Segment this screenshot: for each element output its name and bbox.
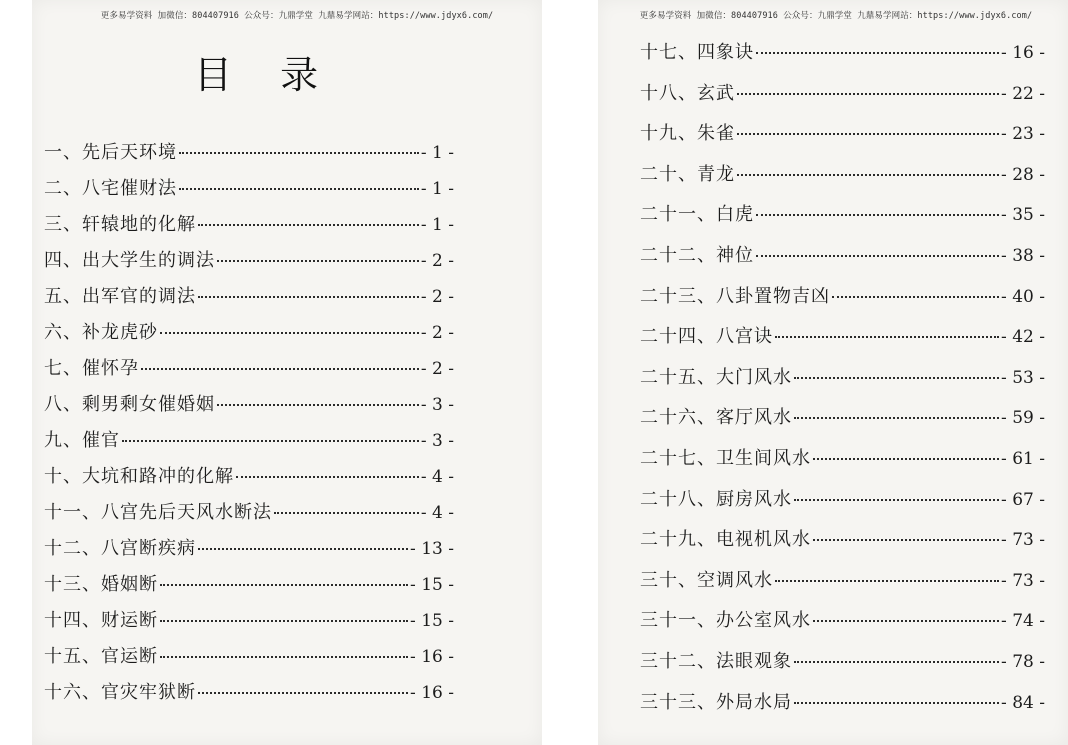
dot-leader bbox=[756, 255, 999, 257]
dot-leader bbox=[160, 656, 408, 658]
toc-entry-label: 十、大坑和路冲的化解 bbox=[44, 466, 234, 487]
toc-entry-label: 三、轩辕地的化解 bbox=[44, 214, 196, 235]
toc-entry-page: - 13 - bbox=[410, 539, 454, 559]
toc-entry-page: - 3 - bbox=[421, 395, 454, 415]
toc-entry-page: - 22 - bbox=[1001, 84, 1045, 104]
toc-entry-label: 二十二、神位 bbox=[640, 245, 754, 266]
toc-entry-page: - 53 - bbox=[1001, 368, 1045, 388]
toc-entry bbox=[640, 160, 1045, 186]
toc-entry-label: 二十一、白虎 bbox=[640, 204, 754, 226]
toc-entry bbox=[640, 200, 1045, 226]
toc-entry-label: 三十一、办公室风水 bbox=[640, 610, 811, 632]
dot-leader bbox=[813, 458, 999, 460]
toc-entry-label: 七、催怀孕 bbox=[44, 358, 139, 379]
toc-entry bbox=[640, 282, 1045, 308]
toc-entry bbox=[640, 688, 1045, 714]
dot-leader bbox=[756, 214, 999, 216]
dot-leader bbox=[198, 296, 419, 298]
toc-entry-label: 二十九、电视机风水 bbox=[640, 529, 811, 551]
toc-entry-page: - 4 - bbox=[421, 503, 454, 523]
toc-entry bbox=[640, 322, 1045, 348]
dot-leader bbox=[198, 224, 419, 226]
toc-entry-label: 二十八、厨房风水 bbox=[640, 488, 792, 510]
toc-entry-label: 二十、青龙 bbox=[640, 163, 735, 185]
toc-entry bbox=[640, 485, 1045, 511]
toc-entry-page: - 1 - bbox=[421, 215, 454, 235]
dot-leader bbox=[141, 368, 419, 370]
toc-entry-label: 十九、朱雀 bbox=[640, 123, 735, 145]
toc-entry-page: - 73 - bbox=[1001, 571, 1045, 591]
toc-entry bbox=[44, 138, 454, 164]
toc-entry-label: 三十二、法眼观象 bbox=[640, 651, 792, 672]
toc-entry-page: - 74 - bbox=[1001, 611, 1045, 631]
toc-entry-page: - 78 - bbox=[1001, 652, 1045, 672]
dot-leader bbox=[217, 404, 419, 406]
toc-entry bbox=[44, 462, 454, 488]
page-title: 目 录 bbox=[194, 53, 337, 97]
toc-entry bbox=[44, 282, 454, 308]
dot-leader bbox=[236, 476, 419, 478]
toc-entry-page: - 28 - bbox=[1001, 165, 1045, 185]
toc-entry-label: 二、八宅催财法 bbox=[44, 178, 177, 199]
toc-entry-label: 二十六、客厅风水 bbox=[640, 407, 792, 429]
toc-entry-page: - 23 - bbox=[1001, 124, 1045, 144]
toc-entry bbox=[44, 174, 454, 200]
toc-entry bbox=[44, 498, 454, 524]
toc-entry-label: 八、剩男剩女催婚姻 bbox=[44, 394, 215, 415]
page-header: 更多易学资料 加微信：804407916 公众号：九鼎学堂 九鼎易学网站：https://www.jdyx6.com/ bbox=[639, 11, 1033, 21]
toc-entry-page: - 84 - bbox=[1001, 693, 1045, 713]
toc-entry-label: 九、催官 bbox=[44, 430, 120, 451]
toc-entry bbox=[640, 647, 1045, 673]
toc-entry-page: - 16 - bbox=[410, 647, 454, 667]
toc-entry-label: 十七、四象诀 bbox=[640, 42, 754, 63]
dot-leader bbox=[737, 174, 999, 176]
toc-entry-label: 三十、空调风水 bbox=[640, 569, 773, 591]
toc-entry-page: - 73 - bbox=[1001, 530, 1045, 550]
toc-entry-page: - 15 - bbox=[410, 611, 454, 631]
toc-entry bbox=[44, 678, 454, 704]
toc-entry bbox=[44, 570, 454, 596]
toc-entry bbox=[640, 566, 1045, 592]
dot-leader bbox=[198, 548, 408, 550]
toc-entry-label: 十六、官灾牢狱断 bbox=[44, 682, 196, 703]
toc-entry-page: - 2 - bbox=[421, 323, 454, 343]
dot-leader bbox=[794, 377, 999, 379]
toc-entry-page: - 40 - bbox=[1001, 287, 1045, 307]
page-header: 更多易学资料 加微信：804407916 公众号：九鼎学堂 九鼎易学网站：https://www.jdyx6.com/ bbox=[100, 11, 494, 21]
dot-leader bbox=[756, 52, 999, 54]
toc-entry-label: 十三、婚姻断 bbox=[44, 574, 158, 595]
dot-leader bbox=[794, 417, 999, 419]
toc-entry-label: 二十三、八卦置物吉凶 bbox=[640, 285, 830, 307]
dot-leader bbox=[160, 332, 419, 334]
dot-leader bbox=[794, 499, 999, 501]
toc-entry bbox=[44, 246, 454, 272]
dot-leader bbox=[775, 336, 999, 338]
dot-leader bbox=[122, 440, 419, 442]
toc-entry bbox=[44, 606, 454, 632]
toc-entry-page: - 2 - bbox=[421, 287, 454, 307]
toc-entry bbox=[640, 119, 1045, 145]
toc-entry-page: - 35 - bbox=[1001, 205, 1045, 225]
toc-entry bbox=[44, 210, 454, 236]
toc-entry-label: 二十四、八宫诀 bbox=[640, 326, 773, 348]
dot-leader bbox=[813, 539, 999, 541]
toc-entry-page: - 67 - bbox=[1001, 490, 1045, 510]
toc-entry-page: - 59 - bbox=[1001, 408, 1045, 428]
toc-entry-page: - 38 - bbox=[1001, 246, 1045, 266]
toc-entry bbox=[640, 403, 1045, 429]
dot-leader bbox=[737, 133, 999, 135]
right-page bbox=[598, 0, 1068, 745]
toc-entry-label: 十四、财运断 bbox=[44, 610, 158, 631]
dot-leader bbox=[179, 188, 419, 190]
dot-leader bbox=[179, 152, 419, 154]
dot-leader bbox=[775, 580, 999, 582]
toc-entry bbox=[640, 606, 1045, 632]
toc-entry-label: 十一、八宫先后天风水断法 bbox=[44, 502, 272, 523]
toc-entry-label: 二十七、卫生间风水 bbox=[640, 448, 811, 469]
dot-leader bbox=[794, 661, 999, 663]
dot-leader bbox=[832, 296, 999, 298]
dot-leader bbox=[160, 584, 408, 586]
dot-leader bbox=[737, 93, 999, 95]
toc-entry bbox=[44, 390, 454, 416]
toc-entry-label: 三十三、外局水局 bbox=[640, 691, 792, 713]
toc-entry bbox=[640, 79, 1045, 105]
toc-entry bbox=[640, 363, 1045, 389]
toc-entry bbox=[640, 241, 1045, 267]
toc-entry-page: - 2 - bbox=[421, 359, 454, 379]
toc-entry-page: - 1 - bbox=[421, 143, 454, 163]
toc-entry-label: 一、先后天环境 bbox=[44, 142, 177, 163]
toc-entry bbox=[44, 534, 454, 560]
toc-entry-page: - 1 - bbox=[421, 179, 454, 199]
toc-entry-page: - 15 - bbox=[410, 575, 454, 595]
toc-entry-page: - 3 - bbox=[421, 431, 454, 451]
toc-entry-label: 六、补龙虎砂 bbox=[44, 322, 158, 343]
toc-entry-page: - 61 - bbox=[1001, 449, 1045, 469]
toc-entry-label: 十八、玄武 bbox=[640, 82, 735, 104]
toc-entry-label: 五、出军官的调法 bbox=[44, 286, 196, 307]
toc-entry-label: 十二、八宫断疾病 bbox=[44, 538, 196, 559]
left-page bbox=[32, 0, 542, 745]
toc-entry-page: - 42 - bbox=[1001, 327, 1045, 347]
toc-entry bbox=[44, 426, 454, 452]
toc-entry-page: - 2 - bbox=[421, 251, 454, 271]
dot-leader bbox=[198, 692, 408, 694]
toc-entry bbox=[44, 318, 454, 344]
dot-leader bbox=[217, 260, 419, 262]
dot-leader bbox=[813, 620, 999, 622]
toc-entry-label: 十五、官运断 bbox=[44, 646, 158, 667]
toc-entry-page: - 4 - bbox=[421, 467, 454, 487]
toc-entry-page: - 16 - bbox=[1001, 43, 1045, 63]
dot-leader bbox=[274, 512, 419, 514]
toc-entry bbox=[44, 354, 454, 380]
dot-leader bbox=[794, 702, 999, 704]
toc-entry bbox=[640, 525, 1045, 551]
toc-entry bbox=[640, 444, 1045, 470]
dot-leader bbox=[160, 620, 408, 622]
toc-entry-label: 四、出大学生的调法 bbox=[44, 250, 215, 271]
toc-entry-page: - 16 - bbox=[410, 683, 454, 703]
toc-entry bbox=[640, 38, 1045, 64]
toc-entry bbox=[44, 642, 454, 668]
toc-entry-label: 二十五、大门风水 bbox=[640, 366, 792, 388]
